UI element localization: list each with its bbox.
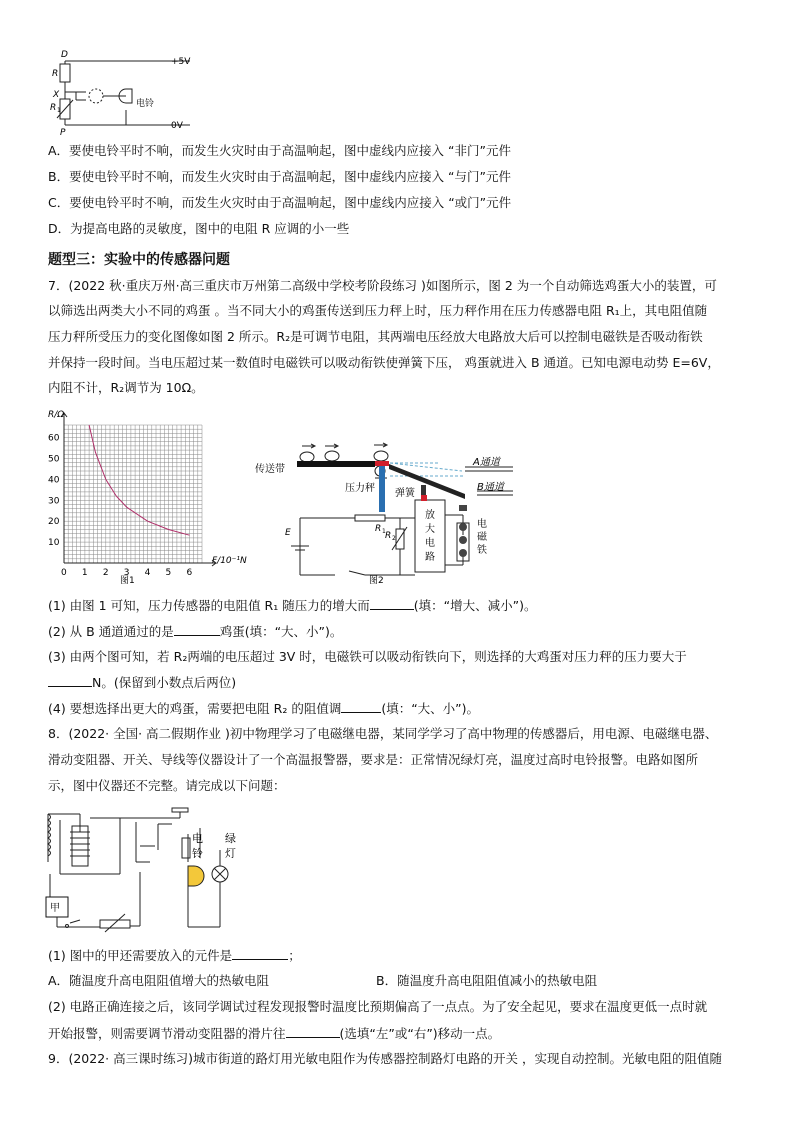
y-tick-label: 40 [48, 475, 60, 486]
label-r1-sub: 1 [57, 107, 61, 114]
q8-option-b: B．随温度升高电阻阻值减小的热敏电阻 [376, 973, 598, 988]
q6-option-c: C．要使电铃平时不响，而发生火灾时由于高温响起，图中虚线内应接入 “或门”元件 [48, 195, 512, 210]
q7-sub3b: N。(保留到小数点后两位) [48, 674, 236, 691]
q6-option-a: A．要使电铃平时不响，而发生火灾时由于高温响起，图中虚线内应接入 “非门”元件 [48, 143, 511, 158]
label-r2: R [385, 531, 392, 541]
bell-char-1: 电 [192, 832, 203, 845]
label-channel-b: B通道 [477, 482, 504, 493]
q6-option-d: D．为提高电路的灵敏度，图中的电阻 R 应调的小一些 [48, 221, 350, 236]
x-tick-label: 6 [186, 568, 193, 578]
q8-line-1: 8．(2022· 全国· 高二假期作业 )初中物理学习了电磁继电器，某同学学习了高中物理的传感器后，用电源、电磁继电器、 [48, 726, 718, 741]
label-e: E [285, 528, 291, 538]
q7-sub1: (1) 由图 1 可知，压力传感器的电阻值 R₁ 随压力的增大而 (填：“增大、减小”)。 [48, 598, 537, 613]
amp-char-3: 电 [425, 538, 435, 549]
graph1-ylabel: R/Ω [48, 410, 65, 420]
q8-sub2b: 开始报警，则需要调节滑动变阻器的滑片往 (选填“左”或“右”)移动一点。 [48, 1026, 501, 1041]
y-tick-label: 10 [48, 538, 60, 549]
q7-line-4: 并保持一段时间。当电压超过某一数值时电磁铁可以吸动衔铁使弹簧下压， 鸡蛋就进入 B 通道。已知电源电动势 E=6V， [48, 355, 720, 370]
x-tick-label: 4 [144, 568, 151, 578]
y-tick-label: 60 [48, 433, 60, 444]
label-x: X [53, 90, 60, 100]
x-tick-label: 1 [81, 568, 88, 578]
label-r1-sub: 1 [382, 528, 386, 535]
label-scale: 压力秤 [345, 483, 375, 494]
label-spring: 弹簧 [395, 488, 415, 499]
label-r: R [52, 69, 59, 79]
label-5v: +5V [171, 57, 191, 67]
fire-alarm-circuit [40, 40, 210, 140]
amp-char-1: 放 [425, 510, 435, 521]
q6-option-b: B．要使电铃平时不响，而发生火灾时由于高温响起，图中虚线内应接入 “与门”元件 [48, 169, 512, 184]
label-r1: R [50, 103, 57, 113]
label-bell: 电铃 [136, 99, 155, 109]
amp-char-2: 大 [425, 524, 435, 535]
q7-line-2: 以筛选出两类大小不同的鸡蛋 。当不同大小的鸡蛋传送到压力秤上时，压力秤作用在压力传感器电阻 R₁上，其电阻值随 [48, 303, 708, 318]
q8-option-a: A．随温度升高电阻阻值增大的热敏电阻 [48, 973, 270, 988]
axes [61, 413, 216, 566]
label-0v: 0V [171, 121, 183, 131]
label-p: P [60, 128, 66, 138]
q7-line-5: 内阻不计，R₂调节为 10Ω。 [48, 380, 204, 395]
x-tick-label: 3 [123, 568, 130, 578]
q8-sub2a: (2) 电路正确连接之后，该同学调试过程发现报警时温度比预期偏高了一点点。为了安全起见，要求在温度更低一点时就 [48, 999, 708, 1014]
q7-sub2: (2) 从 B 通道通过的是 鸡蛋(填：“大、小”)。 [48, 624, 343, 639]
resistance-force-graph [40, 405, 265, 590]
graph1-xlabel: F/10⁻¹N [212, 556, 247, 566]
green-char-2: 灯 [225, 847, 236, 860]
label-r2-sub: 2 [392, 535, 396, 542]
y-tick-label: 20 [48, 517, 60, 528]
label-jia: 甲 [50, 903, 60, 914]
x-tick-label: 0 [61, 568, 67, 578]
answer-blank[interactable] [286, 1025, 340, 1038]
section-title: 题型三：实验中的传感器问题 [48, 252, 230, 268]
q8-line-2: 滑动变阻器、开关、导线等仪器设计了一个高温报警器，要求是：正常情况绿灯亮，温度过高时电铃报警。电路如图所 [48, 752, 699, 767]
label-r1: R [375, 524, 382, 534]
y-tick-label: 50 [48, 454, 60, 465]
egg-sorter-diagram [255, 405, 530, 590]
amp-char-4: 路 [425, 552, 435, 563]
magnet-char-1: 电 [477, 519, 487, 530]
x-tick-label: 5 [165, 568, 172, 578]
answer-blank[interactable] [370, 597, 414, 610]
q8-sub1: (1) 图中的甲还需要放入的元件是 ； [48, 948, 301, 963]
q7-line-1: 7．(2022 秋·重庆万州·高三重庆市万州第二高级中学校考阶段练习 )如图所示，图 2 为一个自动筛选鸡蛋大小的装置，可 [48, 278, 717, 293]
answer-blank[interactable] [232, 947, 288, 960]
magnet-char-2: 磁 [477, 532, 487, 543]
green-char-1: 绿 [225, 832, 236, 845]
y-tick-label: 30 [48, 496, 60, 507]
x-tick-label: 2 [102, 568, 109, 578]
q7-sub3a: (3) 由两个图可知，若 R₂两端的电压超过 3V 时，电磁铁可以吸动衔铁向下，则选择的大鸡蛋对压力秤的压力要大于 [48, 649, 687, 664]
answer-blank[interactable] [48, 674, 92, 687]
label-conveyor: 传送带 [255, 464, 285, 475]
fig2-caption: 图2 [369, 576, 384, 586]
answer-blank[interactable] [341, 700, 381, 713]
bell-char-2: 铃 [192, 847, 203, 860]
q7-sub4: (4) 要想选择出更大的鸡蛋，需要把电阻 R₂ 的阻值调 (填：“大、小”)。 [48, 701, 480, 716]
graph1-caption: 图1 [120, 576, 135, 586]
label-channel-a: A通道 [473, 457, 500, 468]
relay-alarm-circuit [40, 802, 250, 942]
label-d: D [61, 50, 68, 60]
answer-blank[interactable] [174, 623, 220, 636]
q7-line-3: 压力秤所受压力的变化图像如图 2 所示。R₂是可调节电阻，其两端电压经放大电路放大后可以控制电磁铁是否吸动衔铁 [48, 329, 703, 344]
q8-line-3: 示，图中仪器还不完整。请完成以下问题： [48, 778, 286, 793]
magnet-char-3: 铁 [477, 545, 487, 556]
q9-line-1: 9．(2022· 高三课时练习)城市街道的路灯用光敏电阻作为传感器控制路灯电路的开关 ，实现自动控制。光敏电阻的阻值随 [48, 1051, 722, 1066]
